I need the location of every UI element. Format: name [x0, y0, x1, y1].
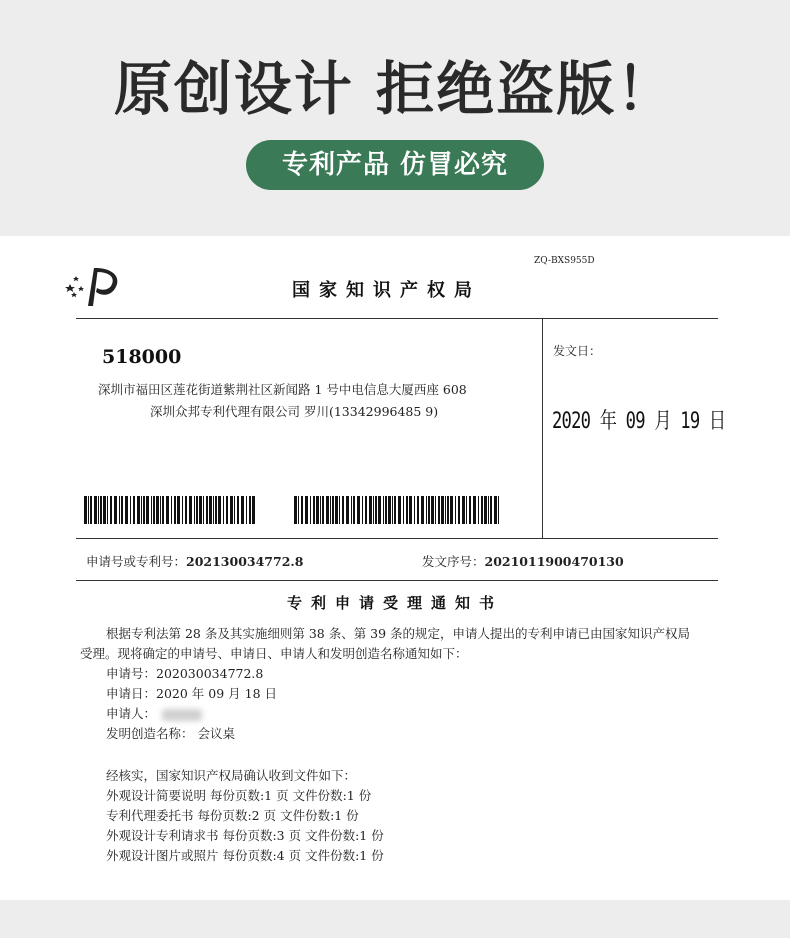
barcode-bar: [196, 496, 198, 524]
patent-notice-document: [0, 236, 790, 900]
barcode-bar: [166, 496, 169, 524]
barcode-bar: [488, 496, 489, 524]
barcode-bar: [310, 496, 311, 524]
barcode-bar: [450, 496, 453, 524]
barcode-bar: [369, 496, 372, 524]
column-divider: [542, 318, 543, 538]
barcode-bar: [494, 496, 497, 524]
barcode-bar: [330, 496, 331, 524]
agent-line: 深圳众邦专利代理有限公司 罗川(13342996485 9): [150, 404, 439, 419]
barcode-bar: [435, 496, 436, 524]
barcode-bar: [146, 496, 149, 524]
barcode-bar: [392, 496, 393, 524]
barcode-bar: [346, 496, 349, 524]
barcode-bar: [177, 496, 180, 524]
barcode-bar: [230, 496, 233, 524]
barcode-bar: [174, 496, 176, 524]
barcode-bar: [234, 496, 235, 524]
issue-date-label: 发文日：: [553, 344, 602, 358]
barcode-bar: [428, 496, 430, 524]
barcode-bar: [320, 496, 321, 524]
barcode-bar: [322, 496, 324, 524]
barcode-bar: [414, 496, 415, 524]
barcode-bar: [153, 496, 155, 524]
barcode-bar: [473, 496, 476, 524]
barcode-bar: [100, 496, 102, 524]
barcode-bar: [383, 496, 384, 524]
barcode-bar: [223, 496, 224, 524]
barcode-bar: [110, 496, 112, 524]
barcode-bar: [478, 496, 479, 524]
barcode-bar: [406, 496, 408, 524]
address-rule: [76, 538, 718, 539]
applicant-line: [106, 704, 202, 724]
invention-name-line: 发明创造名称： 会议桌: [106, 726, 235, 741]
barcode-bar: [326, 496, 329, 524]
barcode-bar: [375, 496, 377, 524]
file-item: 专利代理委托书 每份页数:2 页 文件份数:1 份: [106, 808, 359, 823]
application-number-line: 申请号：202030034772.8: [106, 666, 264, 681]
barcode-bar: [316, 496, 319, 524]
barcode-bar: [114, 496, 117, 524]
barcode-bar: [215, 496, 217, 524]
barcode-bar: [94, 496, 97, 524]
barcode-bar: [388, 496, 391, 524]
barcode-bar: [141, 496, 142, 524]
received-intro: 经核实，国家知识产权局确认收到文件如下：: [106, 768, 357, 783]
barcode-bar: [469, 496, 471, 524]
barcode-bar: [90, 496, 92, 524]
barcode-bar: [182, 496, 183, 524]
barcode-bar: [107, 496, 108, 524]
barcode-bar: [398, 496, 401, 524]
barcode-bar: [455, 496, 456, 524]
barcode-bar: [373, 496, 374, 524]
barcode-bar: [394, 496, 396, 524]
barcode-bar: [133, 496, 135, 524]
form-code: ZQ-BXS955D: [534, 256, 595, 266]
barcode-bar: [130, 496, 131, 524]
barcode-right: [294, 496, 500, 524]
barcode-bar: [351, 496, 352, 524]
barcode-bar: [385, 496, 387, 524]
serial-number: 2021011900470130: [484, 554, 624, 569]
barcode-bar: [484, 496, 487, 524]
barcode-bar: [481, 496, 483, 524]
barcode-bar: [151, 496, 152, 524]
barcode-bar: [143, 496, 145, 524]
barcode-bar: [417, 496, 419, 524]
barcode-bar: [203, 496, 204, 524]
barcode-bar: [98, 496, 99, 524]
barcode-bar: [213, 496, 214, 524]
barcode-bar: [313, 496, 315, 524]
postcode: 518000: [102, 346, 182, 368]
file-item: 外观设计简要说明 每份页数:1 页 文件份数:1 份: [106, 788, 372, 803]
barcode-bar: [378, 496, 381, 524]
barcode-bar: [426, 496, 427, 524]
applicant-label: 申请人：: [106, 706, 157, 721]
barcode-bar: [189, 496, 192, 524]
cnipa-logo-icon: [64, 262, 124, 308]
barcode-bar: [209, 496, 212, 524]
barcode-bar: [332, 496, 334, 524]
barcode-bar: [431, 496, 434, 524]
barcode-bar: [185, 496, 187, 524]
barcode-bar: [466, 496, 467, 524]
barcode-bar: [498, 496, 499, 524]
blurred-applicant-name: [162, 709, 202, 721]
barcode-bar: [447, 496, 449, 524]
barcode-bar: [125, 496, 128, 524]
application-date-line: 申请日：2020 年 09 月 18 日: [106, 686, 277, 701]
intro-line-1: 根据专利法第 28 条及其实施细则第 38 条、第 39 条的规定，申请人提出的专利申请已由国家知识产权局: [106, 626, 691, 641]
barcode-bar: [335, 496, 338, 524]
barcode-bar: [421, 496, 424, 524]
barcode-bar: [137, 496, 140, 524]
barcode-bar: [305, 496, 308, 524]
application-number-row: [86, 552, 303, 570]
barcode-left: [84, 496, 256, 524]
issue-date: 2020 年 09 月 19 日: [552, 409, 726, 434]
application-number: 202130034772.8: [186, 554, 304, 569]
barcode-bar: [462, 496, 465, 524]
barcode-bar: [84, 496, 87, 524]
recipient-address: 深圳市福田区莲花街道紫荆社区新闻路 1 号中电信息大厦西座 608: [98, 382, 467, 397]
barcode-bar: [252, 496, 255, 524]
barcode-bar: [490, 496, 492, 524]
intro-line-2: 受理。现将确定的申请号、申请日、申请人和发明创造名称通知如下：: [80, 646, 468, 661]
barcode-bar: [88, 496, 89, 524]
barcode-bar: [162, 496, 164, 524]
barcode-bar: [156, 496, 159, 524]
header-rule: [76, 318, 718, 319]
barcode-bar: [171, 496, 172, 524]
barcode-bar: [246, 496, 247, 524]
barcode-bar: [237, 496, 239, 524]
office-name: 国家知识产权局: [292, 280, 481, 301]
barcode-bar: [194, 496, 195, 524]
barcode-bar: [160, 496, 161, 524]
barcode-bar: [199, 496, 202, 524]
barcode-bar: [218, 496, 221, 524]
barcode-bar: [362, 496, 363, 524]
barcode-bar: [365, 496, 367, 524]
barcode-bar: [441, 496, 444, 524]
title-rule: [76, 580, 718, 581]
serial-number-row: [422, 552, 624, 570]
barcode-bar: [353, 496, 355, 524]
barcode-bar: [342, 496, 344, 524]
barcode-bar: [403, 496, 404, 524]
barcode-bar: [121, 496, 123, 524]
barcode-bar: [409, 496, 412, 524]
serial-label: 发文序号：: [422, 554, 485, 569]
barcode-bar: [298, 496, 299, 524]
barcode-bar: [206, 496, 208, 524]
barcode-bar: [438, 496, 440, 524]
barcode-bar: [458, 496, 460, 524]
barcode-bar: [249, 496, 251, 524]
barcode-bar: [301, 496, 303, 524]
barcode-bar: [357, 496, 360, 524]
slogan-pill: 专利产品 仿冒必究: [246, 140, 544, 190]
barcode-bar: [226, 496, 228, 524]
headline: 原创设计 拒绝盗版！: [113, 55, 677, 123]
file-item: 外观设计图片或照片 每份页数:4 页 文件份数:1 份: [106, 848, 384, 863]
notice-title: 专利申请受理通知书: [286, 594, 503, 612]
barcode-bar: [339, 496, 340, 524]
barcode-bar: [294, 496, 297, 524]
barcode-bar: [103, 496, 106, 524]
file-item: 外观设计专利请求书 每份页数:3 页 文件份数:1 份: [106, 828, 384, 843]
application-label: 申请号或专利号：: [86, 554, 187, 569]
barcode-bar: [241, 496, 244, 524]
barcode-bar: [445, 496, 446, 524]
barcode-bar: [119, 496, 120, 524]
